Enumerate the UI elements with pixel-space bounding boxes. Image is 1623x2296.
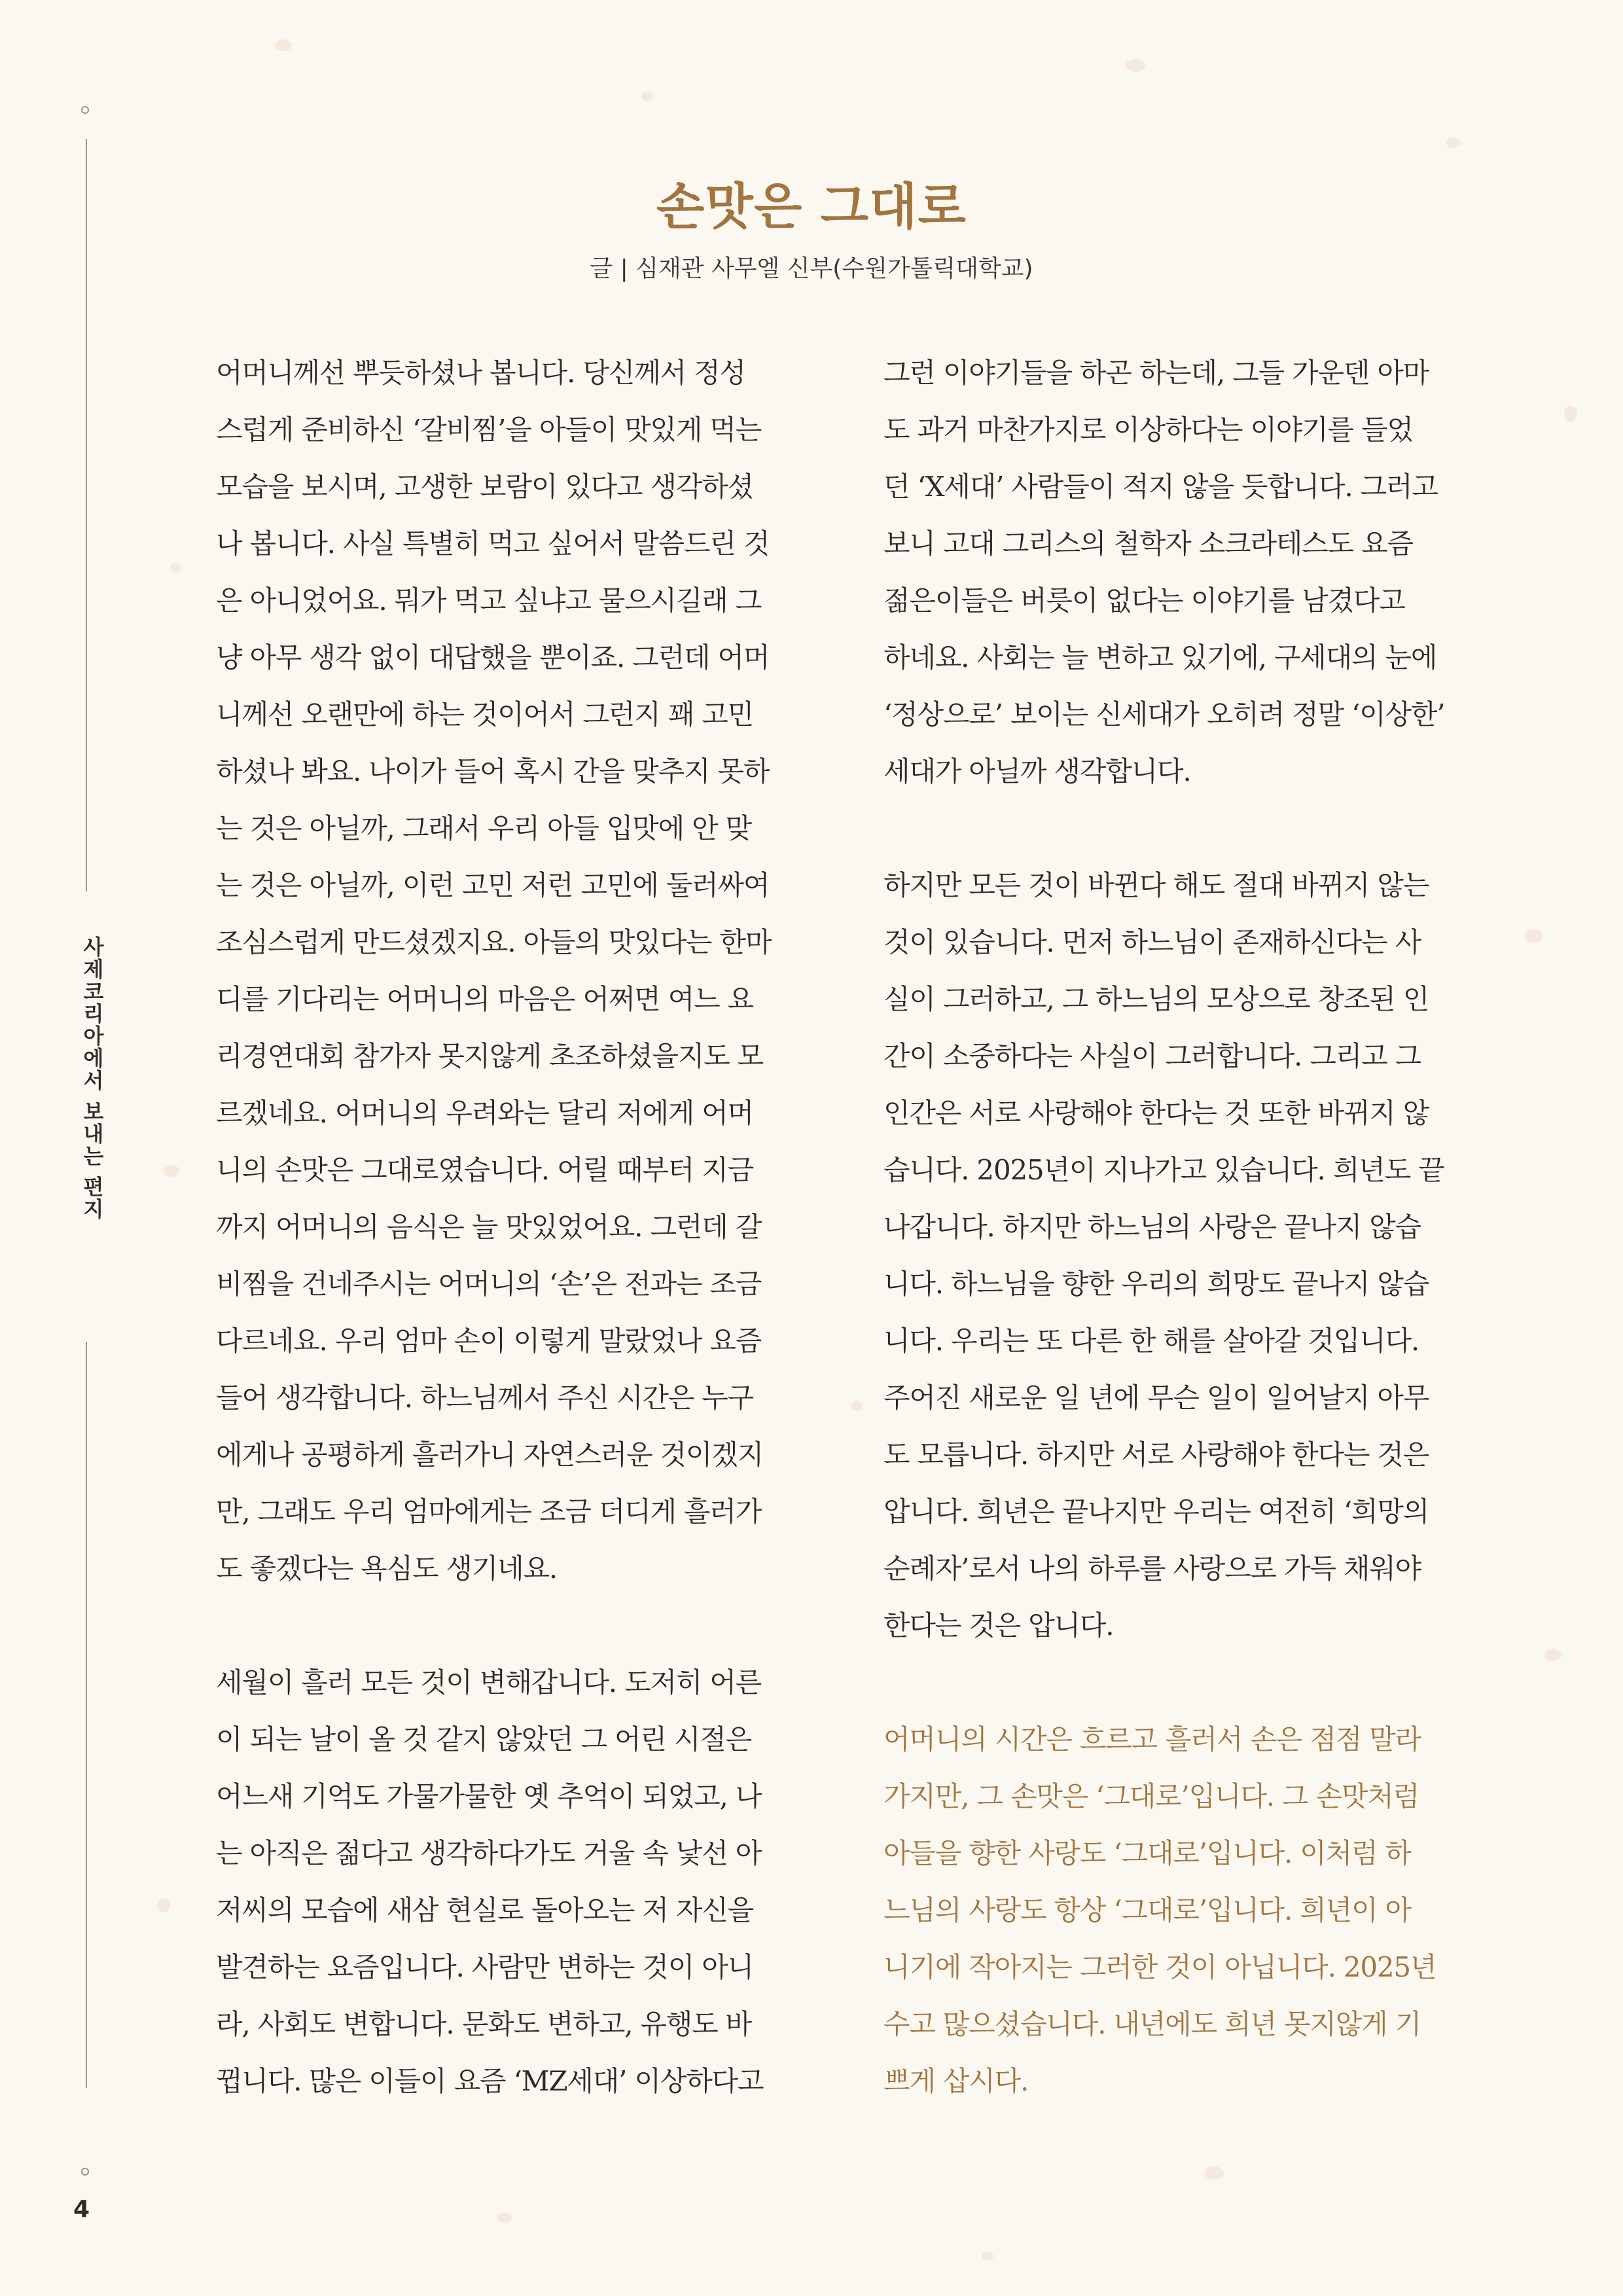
left-column: [216, 344, 812, 2109]
text-line: ‘정상으로’ 보이는 신세대가 오히려 정말 ‘이상한’: [883, 698, 1445, 730]
text-line: 비찜을 건네주시는 어머니의 ‘손’은 전과는 조금: [216, 1268, 762, 1300]
text-line: 가지만, 그 손맛은 ‘그대로’입니다. 그 손맛처럼: [883, 1780, 1419, 1812]
text-line: 니의 손맛은 그대로였습니다. 어릴 때부터 지금: [216, 1154, 753, 1186]
sidebar-top-circle: [81, 106, 89, 114]
text-line: 어느새 기억도 가물가물한 옛 추억이 되었고, 나: [216, 1780, 762, 1812]
text-line: 니다. 우리는 또 다른 한 해를 살아갈 것입니다.: [883, 1325, 1419, 1357]
article-title: 손맛은 그대로: [656, 177, 967, 236]
text-line: 세대가 아닐까 생각합니다.: [883, 755, 1191, 787]
text-line: 리경연대회 참가자 못지않게 초조하셨을지도 모: [216, 1040, 764, 1072]
text-line: 은 아니었어요. 뭐가 먹고 싶냐고 물으시길래 그: [216, 584, 762, 617]
text-line: 이 되는 날이 올 것 같지 않았던 그 어린 시절은: [216, 1723, 752, 1755]
text-line: 디를 기다리는 어머니의 마음은 어쩌면 여느 요: [216, 983, 753, 1015]
right-paragraph-1: [883, 344, 1479, 800]
text-line: 보니 고대 그리스의 철학자 소크라테스도 요즘: [883, 528, 1413, 560]
text-line: 실이 그러하고, 그 하느님의 모상으로 창조된 인: [883, 983, 1429, 1015]
text-line: 는 것은 아닐까, 이런 고민 저런 고민에 둘러싸여: [216, 869, 770, 901]
text-line: 다르네요. 우리 엄마 손이 이렇게 말랐었나 요즘: [216, 1325, 762, 1357]
text-line: 니다. 하느님을 향한 우리의 희망도 끝나지 않습: [883, 1268, 1429, 1300]
text-line: 스럽게 준비하신 ‘갈비찜’을 아들이 맛있게 먹는: [216, 414, 762, 446]
text-line: 라, 사회도 변합니다. 문화도 변하고, 유행도 바: [216, 2008, 752, 2040]
text-line: 인간은 서로 사랑해야 한다는 것 또한 바뀌지 않: [883, 1097, 1429, 1129]
text-line: 저씨의 모습에 새삼 현실로 돌아오는 저 자신을: [216, 1894, 753, 1926]
text-line: 는 아직은 젊다고 생각하다가도 거울 속 낯선 아: [216, 1837, 762, 1869]
text-line: 세월이 흘러 모든 것이 변해갑니다. 도저히 어른: [216, 1666, 762, 1698]
text-line: 습니다. 2025년이 지나가고 있습니다. 희년도 끝: [883, 1154, 1444, 1186]
sidebar: [65, 98, 107, 2225]
text-line: 는 것은 아닐까, 그래서 우리 아들 입맛에 안 맞: [216, 812, 752, 844]
text-line: 아들을 향한 사랑도 ‘그대로’입니다. 이처럼 하: [883, 1837, 1411, 1869]
text-line: 뀝니다. 많은 이들이 요즘 ‘MZ세대’ 이상하다고: [216, 2065, 764, 2097]
left-paragraph-2: [216, 1654, 812, 2109]
text-line: 어머니께선 뿌듯하셨나 봅니다. 당신께서 정성: [216, 357, 745, 389]
text-line: 도 좋겠다는 욕심도 생기네요.: [216, 1552, 558, 1585]
text-line: 조심스럽게 만드셨겠지요. 아들의 맛있다는 한마: [216, 926, 772, 958]
text-line: 하네요. 사회는 늘 변하고 있기에, 구세대의 눈에: [883, 641, 1437, 673]
text-line: 하지만 모든 것이 바뀐다 해도 절대 바뀌지 않는: [883, 869, 1429, 901]
text-line: 압니다. 희년은 끝나지만 우리는 여전히 ‘희망의: [883, 1496, 1429, 1528]
text-line: 쁘게 삽시다.: [883, 2065, 1029, 2097]
text-line: 나 봅니다. 사실 특별히 먹고 싶어서 말씀드린 것: [216, 528, 770, 560]
sidebar-bottom-line: [86, 1342, 87, 2088]
text-line: 르겠네요. 어머니의 우려와는 달리 저에게 어머: [216, 1097, 753, 1129]
text-line: 한다는 것은 압니다.: [883, 1609, 1114, 1641]
article-byline: 글 | 심재관 사무엘 신부(수원가톨릭대학교): [590, 255, 1033, 282]
text-line: 간이 소중하다는 사실이 그러합니다. 그리고 그: [883, 1040, 1421, 1072]
text-line: 던 ‘X세대’ 사람들이 적지 않을 듯합니다. 그러고: [883, 471, 1438, 503]
text-line: 도 모릅니다. 하지만 서로 사랑해야 한다는 것은: [883, 1439, 1429, 1471]
text-line: 니기에 작아지는 그러한 것이 아닙니다. 2025년: [883, 1951, 1436, 1983]
text-line: 하셨나 봐요. 나이가 들어 혹시 간을 맞추지 못하: [216, 755, 770, 787]
text-line: 에게나 공평하게 흘러가니 자연스러운 것이겠지: [216, 1439, 764, 1471]
page-number: 4: [73, 2196, 90, 2223]
text-line: 어머니의 시간은 흐르고 흘러서 손은 점점 말라: [883, 1723, 1421, 1755]
text-line: 도 과거 마찬가지로 이상하다는 이야기를 들었: [883, 414, 1413, 446]
text-line: 주어진 새로운 일 년에 무슨 일이 일어날지 아무: [883, 1382, 1429, 1414]
text-line: 들어 생각합니다. 하느님께서 주신 시간은 누구: [216, 1382, 753, 1414]
text-line: 나갑니다. 하지만 하느님의 사랑은 끝나지 않습: [883, 1211, 1421, 1243]
text-line: 젊은이들은 버릇이 없다는 이야기를 남겼다고: [883, 584, 1405, 617]
text-line: 것이 있습니다. 먼저 하느님이 존재하신다는 사: [883, 926, 1421, 958]
sidebar-bottom-circle: [81, 2168, 89, 2176]
text-line: 발견하는 요즘입니다. 사람만 변하는 것이 아니: [216, 1951, 753, 1983]
text-line: 수고 많으셨습니다. 내년에도 희년 못지않게 기: [883, 2008, 1421, 2040]
right-column: [883, 344, 1479, 2109]
sidebar-title: 사제코리아에서 보내는 편지: [80, 936, 105, 1221]
left-paragraph-1: [216, 344, 812, 1597]
text-line: 니께선 오랜만에 하는 것이어서 그런지 꽤 고민: [216, 698, 753, 730]
text-line: 느님의 사랑도 항상 ‘그대로’입니다. 희년이 아: [883, 1894, 1411, 1926]
text-line: 냥 아무 생각 없이 대답했을 뿐이죠. 그런데 어머: [216, 641, 770, 673]
text-line: 순례자’로서 나의 하루를 사랑으로 가득 채워야: [883, 1552, 1421, 1585]
right-paragraph-3-highlight: [883, 1711, 1479, 2109]
text-line: 그런 이야기들을 하곤 하는데, 그들 가운덴 아마: [883, 357, 1429, 389]
text-line: 까지 어머니의 음식은 늘 맛있었어요. 그런데 갈: [216, 1211, 762, 1243]
text-line: 만, 그래도 우리 엄마에게는 조금 더디게 흘러가: [216, 1496, 762, 1528]
right-paragraph-2: [883, 857, 1479, 1654]
text-line: 모습을 보시며, 고생한 보람이 있다고 생각하셨: [216, 471, 753, 503]
